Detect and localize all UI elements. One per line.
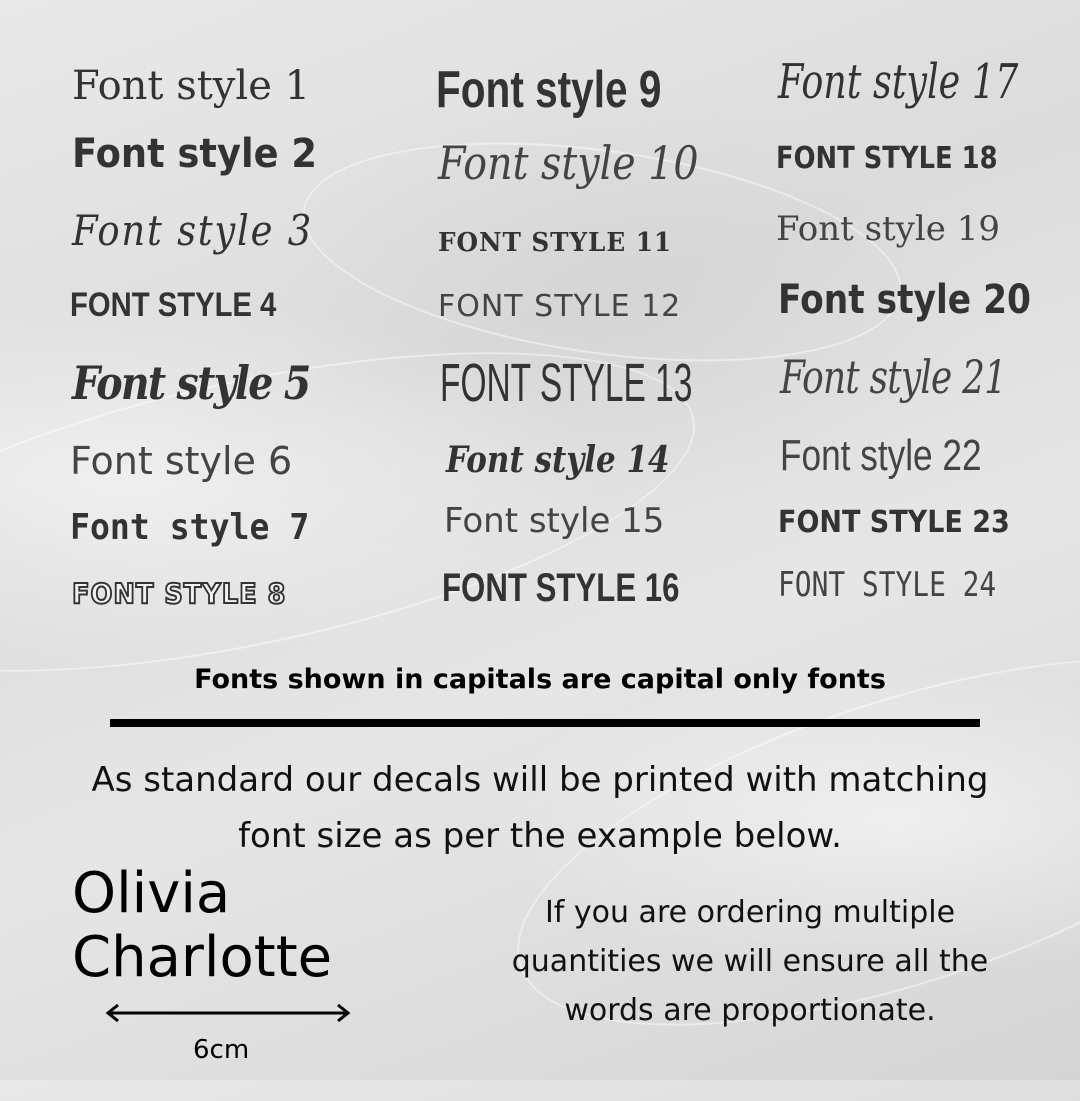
measurement-label: 6cm (193, 1035, 250, 1065)
font-style-22: Font style 22 (780, 431, 982, 480)
font-style-9: Font style 9 (436, 61, 662, 119)
font-style-16: FONT STYLE 16 (442, 566, 680, 610)
multi-note-line: quantities we will ensure all the (511, 944, 989, 979)
multi-note-line: If you are ordering multiple (544, 895, 956, 930)
font-style-7: Font style 7 (70, 507, 310, 548)
font-style-2: Font style 2 (72, 131, 318, 177)
font-style-1: Font style 1 (72, 63, 311, 109)
divider (110, 719, 980, 727)
example-name (72, 862, 332, 990)
font-style-6: Font style 6 (70, 439, 293, 483)
font-style-24: FONT STYLE 24 (778, 565, 997, 605)
standard-printing-note (0, 752, 1080, 864)
font-style-18: FONT STYLE 18 (776, 141, 998, 176)
font-style-5: Font style 5 (72, 356, 310, 410)
multi-note-line: words are proportionate. (564, 993, 936, 1028)
font-style-21: Font style 21 (780, 350, 1007, 404)
font-style-11: FONT STYLE 11 (438, 228, 672, 258)
font-style-23: FONT STYLE 23 (778, 505, 1010, 540)
font-style-4: FONT STYLE 4 (70, 286, 277, 324)
font-style-8: FONT STYLE 8 (72, 577, 287, 610)
standard-note-line: font size as per the example below. (238, 816, 842, 856)
capitals-note: Fonts shown in capitals are capital only fonts (194, 664, 886, 695)
font-style-14: Font style 14 (446, 439, 670, 481)
font-style-10: Font style 10 (438, 136, 699, 190)
example-first-name: Olivia (72, 861, 231, 926)
font-style-15: Font style 15 (444, 501, 665, 541)
font-style-17: Font style 17 (778, 54, 1019, 110)
double-arrow-icon (104, 1003, 352, 1023)
multiple-quantities-note (470, 888, 1030, 1035)
font-style-12: FONT STYLE 12 (438, 289, 682, 324)
font-style-19: Font style 19 (776, 209, 1000, 249)
font-style-20: Font style 20 (778, 277, 1031, 323)
font-style-13: FONT STYLE 13 (440, 353, 693, 413)
example-middle-name: Charlotte (72, 925, 333, 990)
font-style-3: Font style 3 (72, 206, 314, 255)
standard-note-line: As standard our decals will be printed with matching (91, 760, 989, 800)
